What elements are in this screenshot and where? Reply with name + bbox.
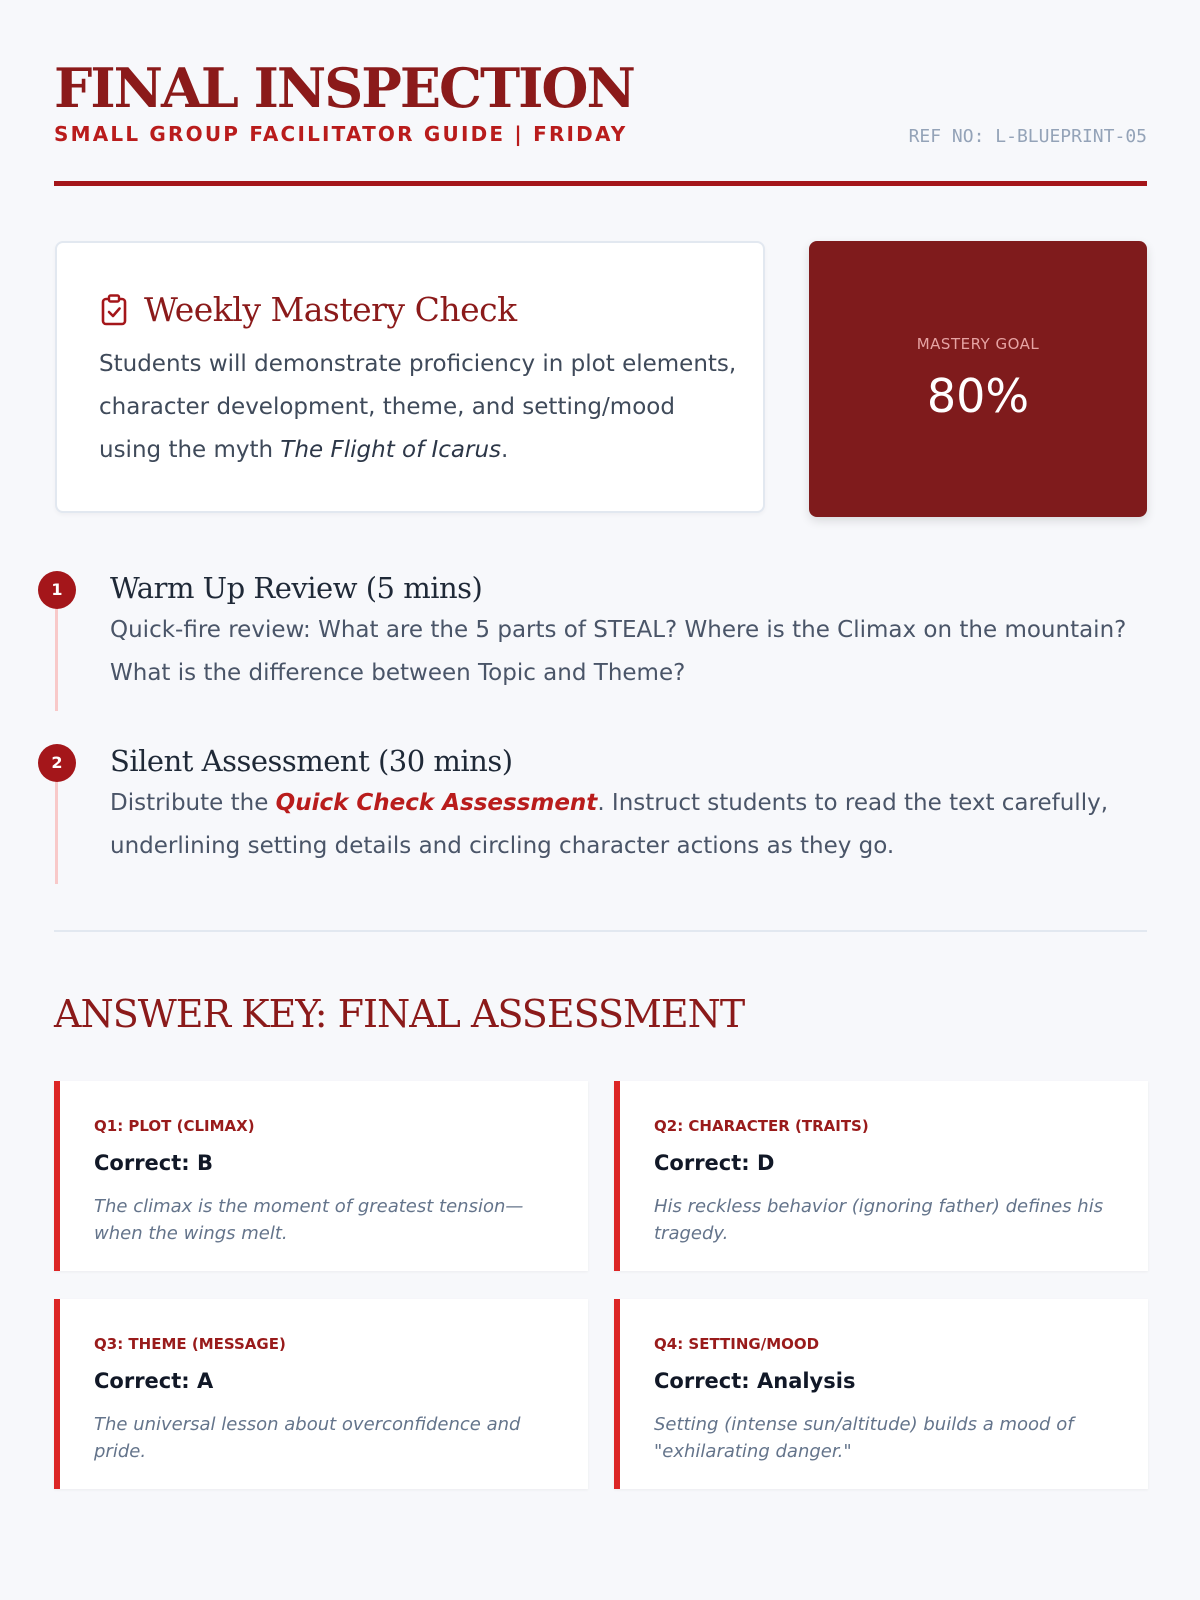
page-title: FINAL INSPECTION [54, 56, 634, 120]
question-label: Q1: PLOT (CLIMAX) [94, 1117, 255, 1135]
reference-number: REF NO: L-BLUEPRINT-05 [908, 126, 1147, 147]
step-connector-line [55, 607, 58, 711]
mastery-description-text: Students will demonstrate proficiency in plot elements, character development, theme, and setting/mood using the myth [99, 351, 737, 463]
step-title: Silent Assessment (30 mins) [110, 744, 513, 778]
step-text-start: Distribute the [110, 790, 276, 816]
mastery-description-end: . [501, 437, 509, 463]
answer-explanation: His reckless behavior (ignoring father) defines his tragedy. [654, 1196, 1104, 1244]
answer-explanation: The climax is the moment of greatest tension—when the wings melt. [94, 1196, 524, 1244]
question-label: Q4: SETTING/MOOD [654, 1335, 820, 1353]
quick-check-assessment-highlight: Quick Check Assessment [275, 790, 598, 816]
step-number-badge: 2 [38, 744, 76, 782]
correct-answer: Correct: A [94, 1369, 214, 1393]
mastery-goal-label: MASTERY GOAL [916, 335, 1040, 353]
question-label: Q2: CHARACTER (TRAITS) [654, 1117, 869, 1135]
mastery-goal-card [809, 241, 1147, 517]
page-header [54, 56, 1147, 147]
step-description: Quick-fire review: What are the 5 parts of STEAL? Where is the Climax on the mountain? What is the difference between Topic and Theme? [110, 617, 1127, 686]
header-divider [54, 181, 1147, 186]
answer-explanation: Setting (intense sun/altitude) builds a mood of "exhilarating danger." [654, 1414, 1074, 1462]
mastery-card-description [99, 343, 739, 472]
answer-card-q1 [54, 1081, 588, 1271]
section-divider [54, 930, 1147, 932]
weekly-mastery-card [55, 241, 765, 513]
correct-answer: Correct: Analysis [654, 1369, 856, 1393]
mastery-card-header [100, 290, 517, 329]
answer-card-q4 [614, 1299, 1148, 1489]
step-text-end: . Instruct students to read the text carefully, underlining setting details and circling character actions as they go. [110, 790, 1109, 859]
step-connector-line [55, 780, 58, 884]
question-label: Q3: THEME (MESSAGE) [94, 1335, 286, 1353]
answer-card-q3 [54, 1299, 588, 1489]
myth-title: The Flight of Icarus [280, 437, 502, 463]
answer-card-q2 [614, 1081, 1148, 1271]
step-title: Warm Up Review (5 mins) [110, 571, 483, 605]
clipboard-check-icon [100, 294, 128, 326]
answer-explanation: The universal lesson about overconfidence and pride. [94, 1414, 521, 1462]
page-subtitle: SMALL GROUP FACILITATOR GUIDE | FRIDAY [54, 122, 628, 146]
answer-key-title: ANSWER KEY: FINAL ASSESSMENT [54, 992, 745, 1036]
step-description [110, 782, 1150, 868]
correct-answer: Correct: D [654, 1151, 775, 1175]
correct-answer: Correct: B [94, 1151, 213, 1175]
mastery-card-title: Weekly Mastery Check [144, 290, 517, 329]
step-number-badge: 1 [38, 571, 76, 609]
mastery-goal-value: 80% [926, 369, 1030, 423]
